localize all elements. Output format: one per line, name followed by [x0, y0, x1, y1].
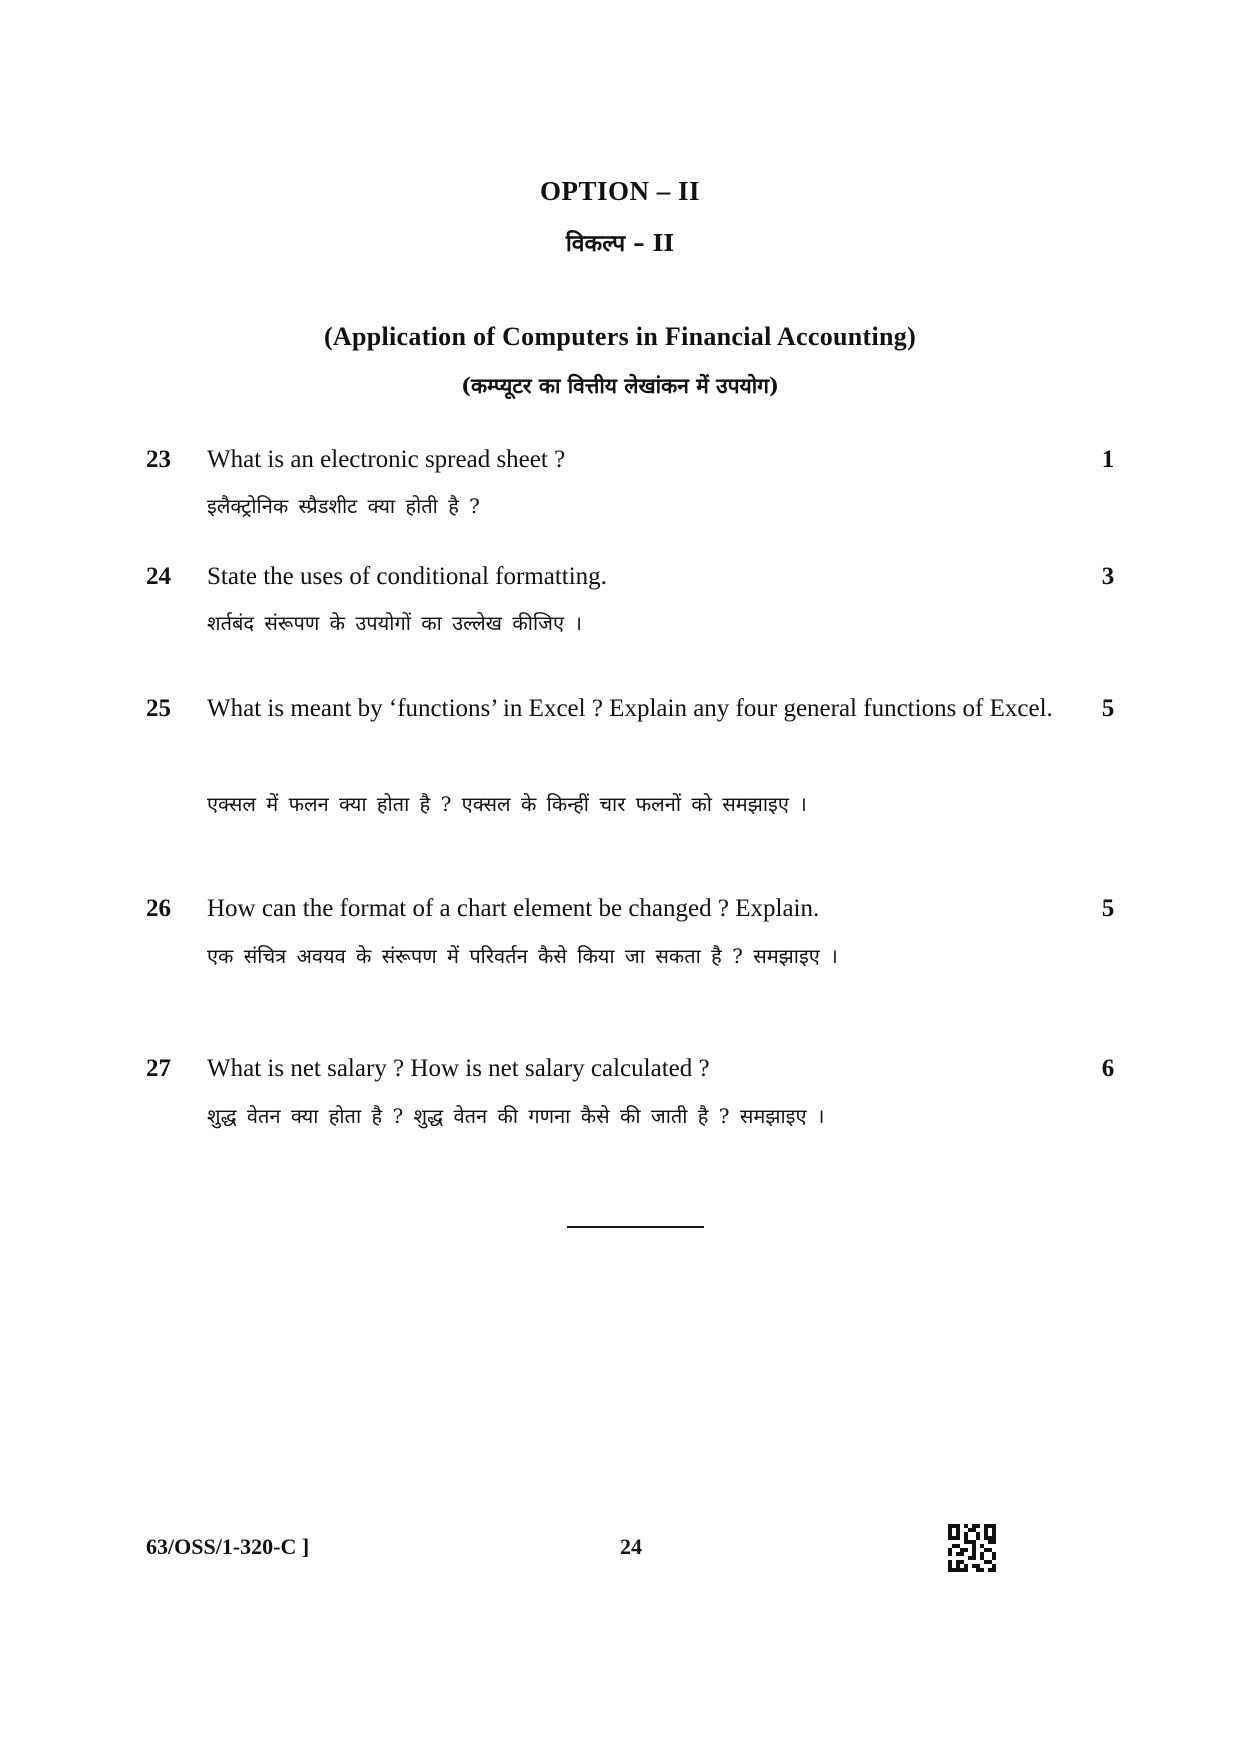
question-text: What is an electronic spread sheet ?: [207, 446, 566, 473]
question-marks: 5: [1101, 695, 1115, 722]
option-heading: OPTION – II: [539, 176, 701, 206]
question-text-hindi: शर्तबंद संरूपण के उपयोगों का उल्लेख कीजिए ।: [207, 611, 582, 635]
question-text-hindi: इलैक्ट्रोनिक स्प्रैडशीट क्या होती है ?: [207, 494, 480, 518]
question-number: 26: [146, 895, 171, 922]
question-marks: 5: [1101, 895, 1115, 922]
question-text: How can the format of a chart element be changed ? Explain.: [207, 895, 820, 922]
question-number: 27: [146, 1055, 171, 1082]
question-number: 25: [146, 695, 171, 722]
question-text: What is meant by ‘functions’ in Excel ? Explain any four general functions of Excel.: [207, 695, 1053, 722]
question-text-hindi: एक्सल में फलन क्या होता है ? एक्सल के किन्हीं चार फलनों को समझाइए ।: [207, 792, 807, 816]
question-text: State the uses of conditional formatting.: [207, 563, 607, 590]
question-number: 23: [146, 446, 171, 473]
question-marks: 6: [1101, 1055, 1115, 1082]
question-text-hindi: एक संचित्र अवयव के संरूपण में परिवर्तन कैसे किया जा सकता है ? समझाइए ।: [207, 944, 838, 968]
question-marks: 1: [1101, 446, 1115, 473]
question-number: 24: [146, 563, 171, 590]
question-text: What is net salary ? How is net salary calculated ?: [207, 1055, 710, 1082]
qr-code-icon: [948, 1524, 996, 1572]
subject-title-hindi: (कम्प्यूटर का वित्तीय लेखांकन में उपयोग): [461, 373, 779, 398]
page-number: 24: [620, 1534, 642, 1559]
option-heading-hindi: विकल्प – II: [565, 230, 675, 257]
subject-title: (Application of Computers in Financial Accounting): [323, 322, 917, 351]
question-text-hindi: शुद्ध वेतन क्या होता है ? शुद्ध वेतन की गणना कैसे की जाती है ? समझाइए ।: [207, 1104, 825, 1128]
question-marks: 3: [1101, 563, 1115, 590]
paper-code: 63/OSS/1-320-C ]: [146, 1534, 310, 1559]
end-rule: [567, 1226, 704, 1228]
